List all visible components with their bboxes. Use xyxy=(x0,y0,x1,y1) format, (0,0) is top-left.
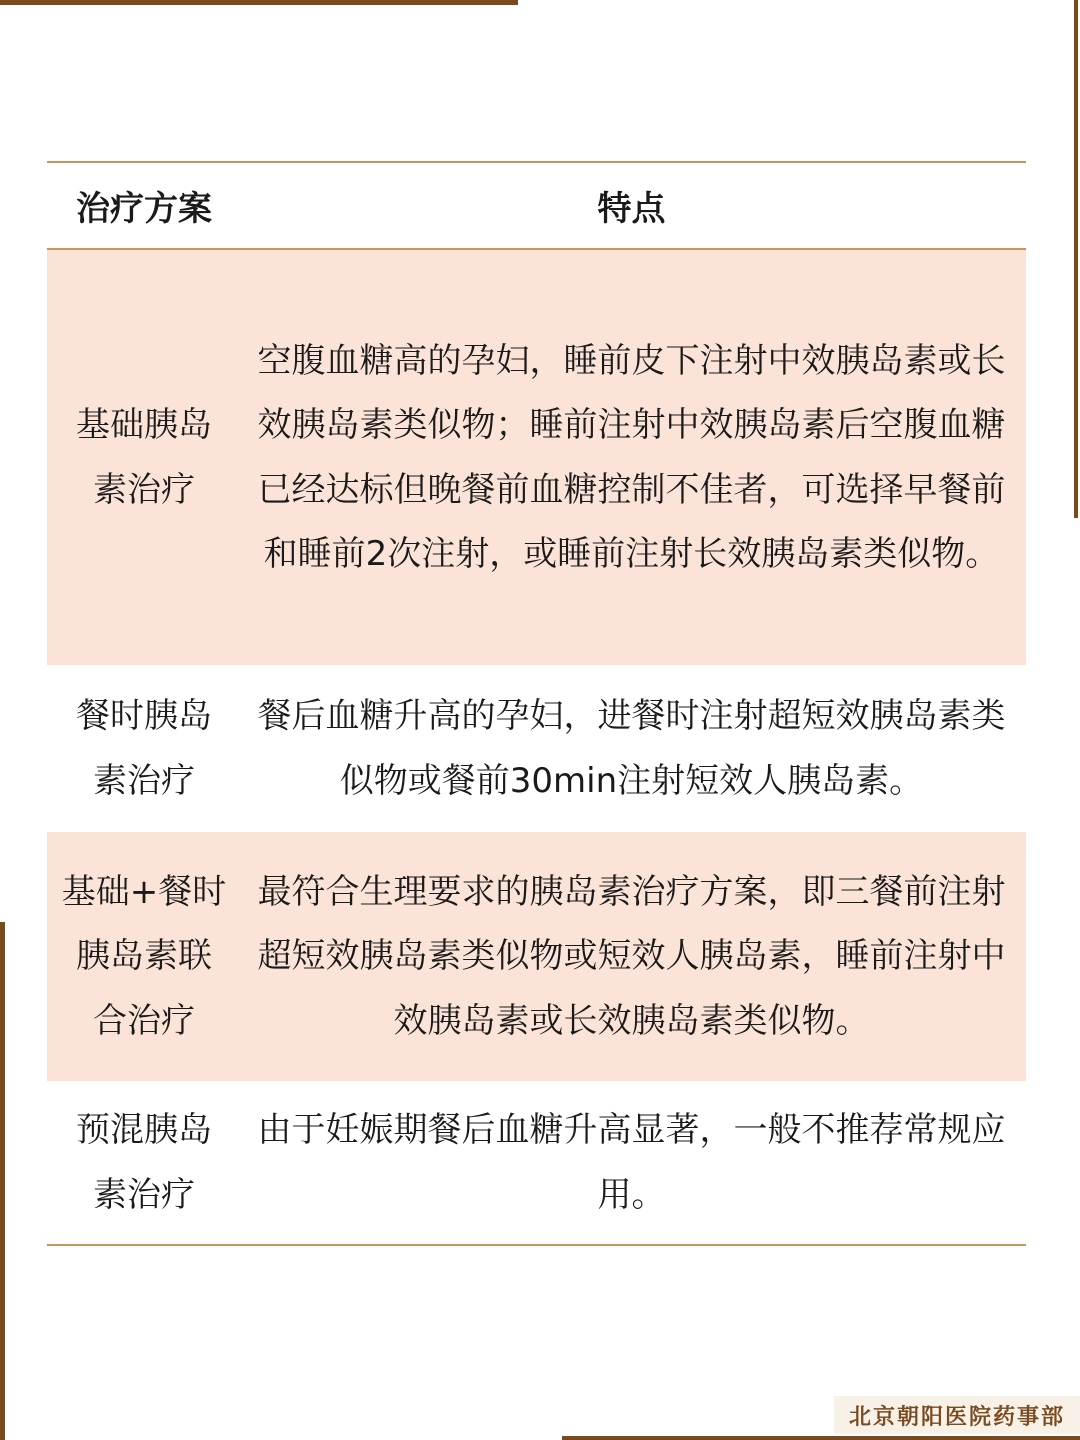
header-scheme: 治疗方案 xyxy=(76,189,212,229)
scheme-cell: 基础+餐时胰岛素联合治疗 xyxy=(61,871,227,1041)
decorative-frame-bottom xyxy=(562,1436,1080,1440)
table-row xyxy=(47,832,1026,1081)
scheme-cell: 餐时胰岛素治疗 xyxy=(76,696,212,801)
watermark-text: 北京朝阳医院药事部 xyxy=(848,1403,1065,1430)
insulin-regimen-table xyxy=(47,161,1026,1246)
scheme-cell: 基础胰岛素治疗 xyxy=(76,405,212,510)
decorative-frame-top xyxy=(0,0,518,5)
table-row xyxy=(47,665,1026,832)
table-row xyxy=(47,250,1026,665)
scheme-cell: 预混胰岛素治疗 xyxy=(76,1110,212,1215)
feature-cell: 空腹血糖高的孕妇，睡前皮下注射中效胰岛素或长效胰岛素类似物；睡前注射中效胰岛素后空腹血糖已经达标但晚餐前血糖控制不佳者，可选择早餐前和睡前2次注射，或睡前注射长效胰岛素类似物。 xyxy=(257,340,1006,574)
feature-cell: 由于妊娠期餐后血糖升高显著，一般不推荐常规应用。 xyxy=(257,1110,1006,1215)
decorative-frame-right xyxy=(1074,0,1078,518)
table-row xyxy=(47,1081,1026,1244)
header-feature: 特点 xyxy=(597,189,666,229)
feature-cell: 餐后血糖升高的孕妇，进餐时注射超短效胰岛素类似物或餐前30min注射短效人胰岛素。 xyxy=(257,696,1006,801)
feature-cell: 最符合生理要求的胰岛素治疗方案，即三餐前注射超短效胰岛素类似物或短效人胰岛素，睡前注射中效胰岛素或长效胰岛素类似物。 xyxy=(257,871,1006,1041)
watermark-stamp xyxy=(834,1396,1080,1434)
decorative-frame-left xyxy=(0,922,5,1440)
table-header xyxy=(47,163,1026,250)
